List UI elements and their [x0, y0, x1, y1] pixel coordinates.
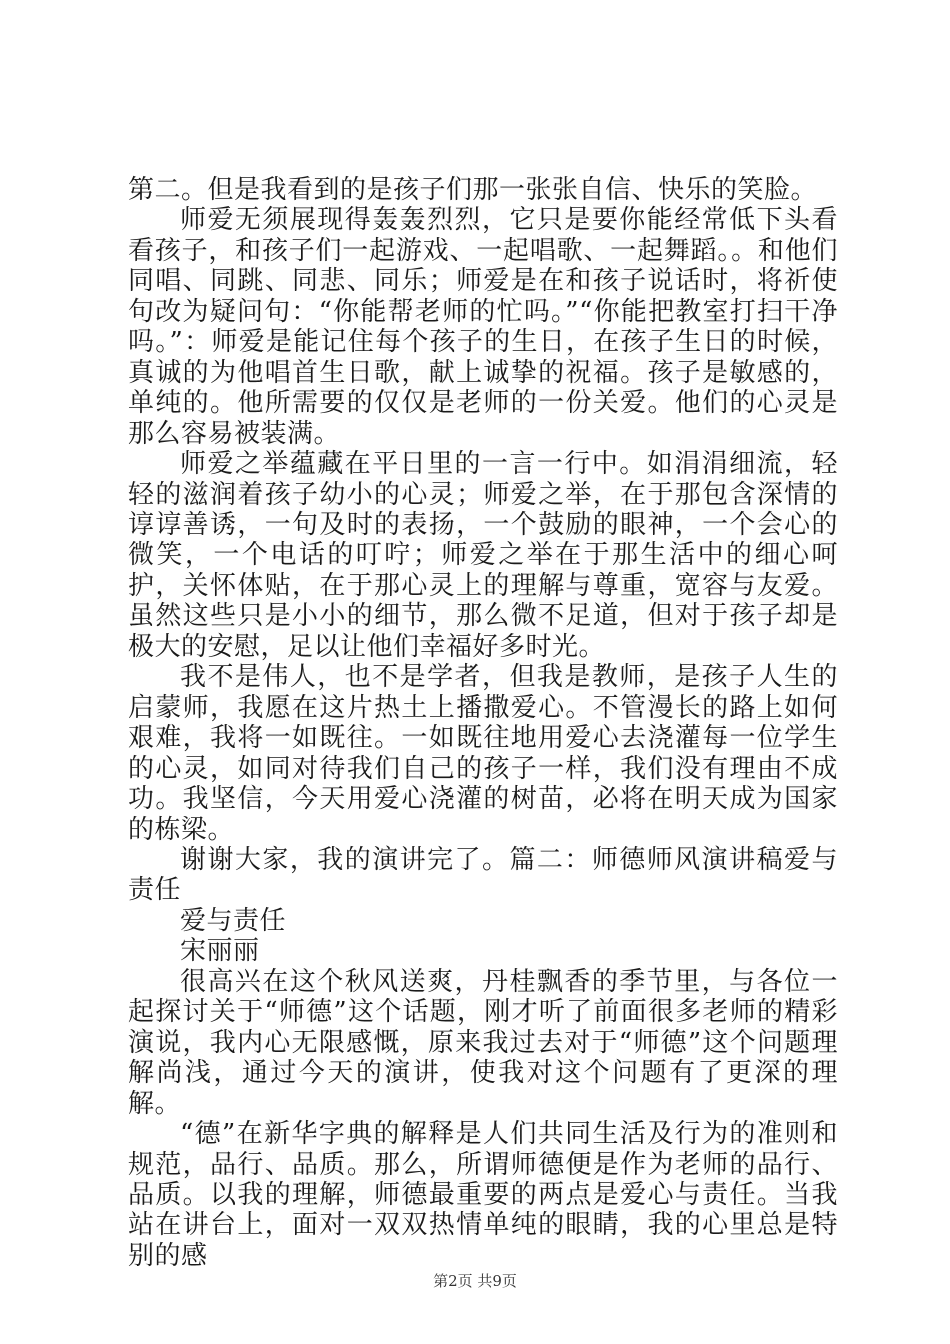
paragraph-3: 师爱之举蕴藏在平日里的一言一行中。如涓涓细流，轻轻的滋润着孩子幼小的心灵；师爱之举，在于那包含深情的谆谆善诱，一句及时的表扬，一个鼓励的眼神，一个会心的微笑，一个电话的叮咛；师爱之举在于那生活中的细心呵护，关怀体贴，在于那心灵上的理解与尊重，宽容与友爱。虽然这些只是小小的细节，那么微不足道，但对于孩子却是极大的安慰，足以让他们幸福好多时光。: [128, 449, 838, 662]
paragraph-2: 师爱无须展现得轰轰烈烈，它只是要你能经常低下头看看孩子，和孩子们一起游戏、一起唱歌、一起舞蹈。。和他们同唱、同跳、同悲、同乐；师爱是在和孩子说话时，将祈使句改为疑问句：“你能帮老师的忙吗。”“你能把教室打扫干净吗。”：师爱是能记住每个孩子的生日，在孩子生日的时候，真诚的为他唱首生日歌，献上诚挚的祝福。孩子是敏感的，单纯的。他所需要的仅仅是老师的一份关爱。他们的心灵是那么容易被装满。: [128, 205, 838, 449]
page-number: 第2页 共9页: [433, 1272, 517, 1290]
section-title: 爱与责任: [180, 905, 287, 936]
author-name: 宋丽丽: [180, 936, 260, 967]
document-body: [128, 175, 838, 1271]
paragraph-6: 很高兴在这个秋风送爽，丹桂飘香的季节里，与各位一起探讨关于“师德”这个话题，刚才听了前面很多老师的精彩演说，我内心无限感慨，原来我过去对于“师德”这个问题理解尚浅，通过今天的演讲，使我对这个问题有了更深的理解。: [128, 966, 838, 1119]
paragraph-7: “德”在新华字典的解释是人们共同生活及行为的准则和规范，品行、品质。那么，所谓师德便是作为老师的品行、品质。以我的理解，师德最重要的两点是爱心与责任。当我站在讲台上，面对一双双热情单纯的眼睛，我的心里总是特别的感: [128, 1119, 838, 1271]
paragraph-1: 第二。但是我看到的是孩子们那一张张自信、快乐的笑脸。: [128, 175, 818, 205]
page-footer: [0, 1270, 950, 1291]
paragraph-5: 谢谢大家，我的演讲完了。篇二：师德师风演讲稿爱与责任: [128, 844, 838, 906]
paragraph-4: 我不是伟人，也不是学者，但我是教师，是孩子人生的启蒙师，我愿在这片热土上播撒爱心。不管漫长的路上如何艰难，我将一如既往。一如既往地用爱心去浇灌每一位学生的心灵，如同对待我们自己的孩子一样，我们没有理由不成功。我坚信，今天用爱心浇灌的树苗，必将在明天成为国家的栋梁。: [128, 662, 838, 845]
